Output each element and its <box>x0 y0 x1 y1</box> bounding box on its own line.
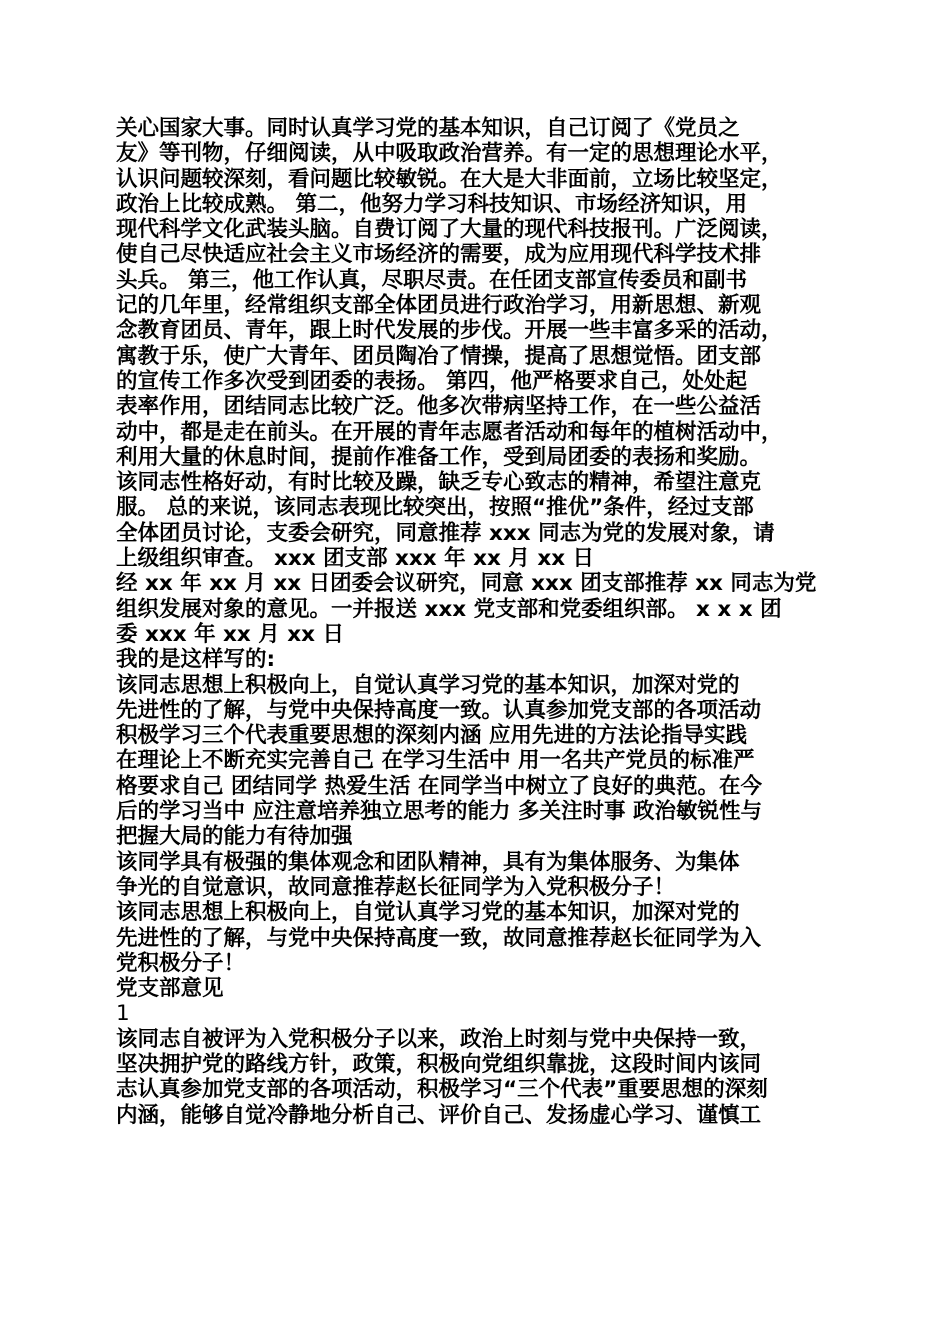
text-line: 争光的自觉意识，故同意推荐赵长征同学为入党积极分子！ <box>116 874 676 900</box>
text-line: 政治上比较成熟。 第二，他努力学习科技知识、市场经济知识，用 <box>116 191 747 217</box>
text-line: 组织发展对象的意见。一并报送 xxx 党支部和党委组织部。 x x x 团 <box>116 596 782 622</box>
text-line: 该同志思想上积极向上，自觉认真学习党的基本知识，加深对党的 <box>116 672 740 698</box>
document-page <box>116 116 850 1128</box>
text-line: 志认真参加党支部的各项活动，积极学习“三个代表”重要思想的深刻 <box>116 1077 768 1103</box>
text-line: 上级组织审查。 xxx 团支部 xxx 年 xx 月 xx 日 <box>116 546 595 572</box>
document-body <box>116 116 850 1128</box>
text-line: 内涵，能够自觉冷静地分析自己、评价自己、发扬虚心学习、谨慎工 <box>116 1102 762 1128</box>
text-line: 积极学习三个代表重要思想的深刻内涵 应用先进的方法论指导实践 <box>116 723 747 749</box>
text-line: 记的几年里，经常组织支部全体团员进行政治学习，用新思想、新观 <box>116 293 762 319</box>
text-line: 委 xxx 年 xx 月 xx 日 <box>116 621 344 647</box>
text-line: 该同志思想上积极向上，自觉认真学习党的基本知识，加深对党的 <box>116 900 740 926</box>
text-line: 党支部意见 <box>116 976 224 1002</box>
text-line: 表率作用，团结同志比较广泛。他多次带病坚持工作，在一些公益活 <box>116 394 762 420</box>
text-line: 利用大量的休息时间，提前作准备工作，受到局团委的表扬和奖励。 <box>116 444 762 470</box>
text-line: 该同志性格好动，有时比较及躁，缺乏专心致志的精神，希望注意克 <box>116 470 762 496</box>
text-line: 该同志自被评为入党积极分子以来，政治上时刻与党中央保持一致， <box>116 1026 762 1052</box>
text-line: 党积极分子！ <box>116 950 246 976</box>
text-line: 全体团员讨论，支委会研究，同意推荐 xxx 同志为党的发展对象，请 <box>116 520 775 546</box>
text-line: 坚决拥护党的路线方针，政策，积极向党组织靠拢，这段时间内该同 <box>116 1051 762 1077</box>
text-line: 我的是这样写的: <box>116 647 276 673</box>
text-line: 后的学习当中 应注意培养独立思考的能力 多关注时事 政治敏锐性与 <box>116 799 762 825</box>
text-line: 服。 总的来说，该同志表现比较突出，按照“推优”条件，经过支部 <box>116 495 754 521</box>
text-line: 的宣传工作多次受到团委的表扬。 第四，他严格要求自己，处处起 <box>116 368 747 394</box>
text-line: 经 xx 年 xx 月 xx 日团委会议研究，同意 xxx 团支部推荐 xx 同志为党 <box>116 571 817 597</box>
text-line: 该同学具有极强的集体观念和团队精神，具有为集体服务、为集体 <box>116 849 740 875</box>
text-line: 关心国家大事。同时认真学习党的基本知识，自己订阅了《党员之 <box>116 116 740 141</box>
text-line: 先进性的了解，与党中央保持高度一致，故同意推荐赵长征同学为入 <box>116 925 762 951</box>
text-line: 认识问题较深刻，看问题比较敏锐。在大是大非面前，立场比较坚定， <box>116 166 783 192</box>
text-line: 念教育团员、青年，跟上时代发展的步伐。开展一些丰富多采的活动， <box>116 318 783 344</box>
text-line: 使自己尽快适应社会主义市场经济的需要，成为应用现代科学技术排 <box>116 242 762 268</box>
text-line: 把握大局的能力有待加强 <box>116 824 353 850</box>
text-line: 格要求自己 团结同学 热爱生活 在同学当中树立了良好的典范。在今 <box>116 773 762 799</box>
text-line: 动中，都是走在前头。在开展的青年志愿者活动和每年的植树活动中， <box>116 419 783 445</box>
text-line: 寓教于乐，使广大青年、团员陶冶了情操，提高了思想觉悟。团支部 <box>116 343 762 369</box>
text-line: 现代科学文化武装头脑。自费订阅了大量的现代科技报刊。广泛阅读， <box>116 217 783 243</box>
text-line: 头兵。 第三，他工作认真，尽职尽责。在任团支部宣传委员和副书 <box>116 267 747 293</box>
text-line: 1 <box>116 1001 130 1027</box>
text-line: 先进性的了解，与党中央保持高度一致。认真参加党支部的各项活动 <box>116 697 762 723</box>
text-line: 在理论上不断充实完善自己 在学习生活中 用一名共产党员的标准严 <box>116 748 755 774</box>
text-line: 友》等刊物，仔细阅读，从中吸取政治营养。有一定的思想理论水平， <box>116 141 783 167</box>
